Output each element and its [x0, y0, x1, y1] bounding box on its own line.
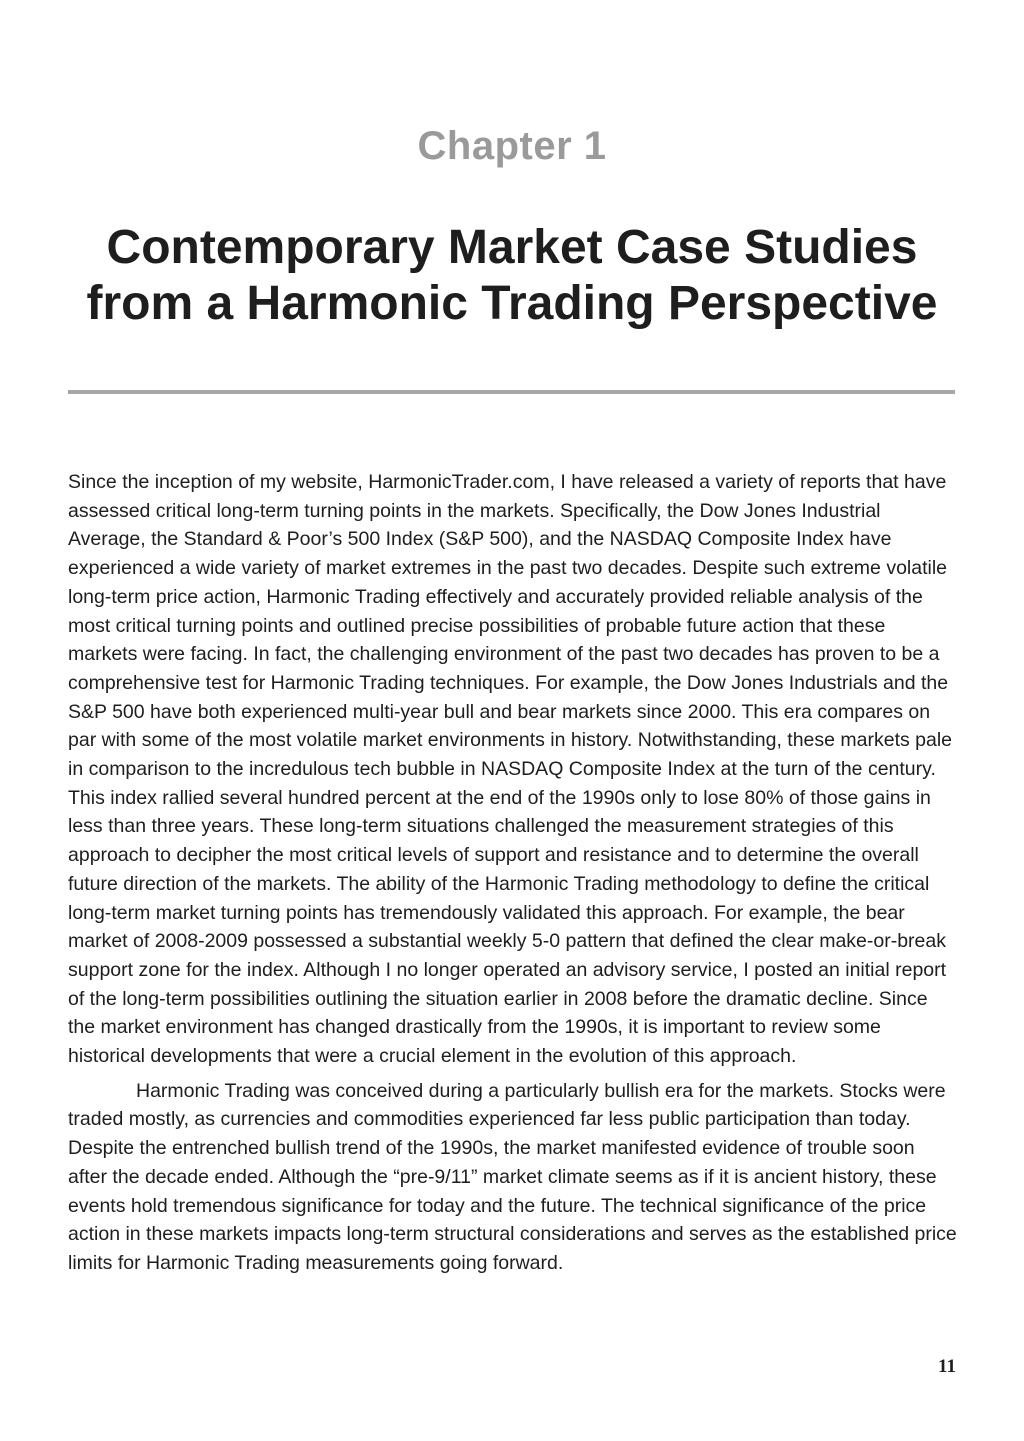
chapter-label: Chapter 1	[417, 124, 607, 168]
title-divider	[68, 390, 955, 394]
chapter-title: Contemporary Market Case Studies from a Harmonic Trading Perspective	[86, 221, 938, 330]
body-text	[68, 468, 958, 1278]
page-number: 11	[938, 1356, 956, 1377]
paragraph: Harmonic Trading was conceived during a particularly bullish era for the markets. Stocks were traded mostly, as currencies and commodities experienced far less public participation than today. Despite the entrenched bullish trend of the 1990s, the market manifested evidence of trouble soon after the decade ended. Although the “pre-9/11” market climate seems as if it is ancient history, these events hold tremendous significance for today and the future. The technical significance of the price action in these markets impacts long-term structural considerations and serves as the established price limits for Harmonic Trading measurements going forward.	[68, 1079, 957, 1274]
paragraph: Since the inception of my website, HarmonicTrader.com, I have released a variety of reports that have assessed critical long-term turning points in the markets. Specifically, the Dow Jones Industrial Average, the Standard & Poor’s 500 Index (S&P 500), and the NASDAQ Composite Index have experienced a wide variety of market extremes in the past two decades. Despite such extreme volatile long-term price action, Harmonic Trading effectively and accurately provided reliable analysis of the most critical turning points and outlined precise possibilities of probable future action that these markets were facing. In fact, the challenging environment of the past two decades has proven to be a comprehensive test for Harmonic Trading techniques. For example, the Dow Jones Industrials and the S&P 500 have both experienced multi-year bull and bear markets since 2000. This era compares on par with some of the most volatile market environments in history. Notwithstanding, these markets pale in comparison to the incredulous tech bubble in NASDAQ Composite Index at the turn of the century. This index rallied several hundred percent at the end of the 1990s only to lose 80% of those gains in less than three years. These long-term situations challenged the measurement strategies of this approach to decipher the most critical levels of support and resistance and to determine the overall future direction of the markets. The ability of the Harmonic Trading methodology to define the critical long-term market turning points has tremendously validated this approach. For example, the bear market of 2008-2009 possessed a substantial weekly 5-0 pattern that defined the clear make-or-break support zone for the index. Although I no longer operated an advisory service, I posted an initial report of the long-term possibilities outlining the situation earlier in 2008 before the dramatic decline. Since the market environment has changed drastically from the 1990s, it is important to review some historical developments that were a crucial element in the evolution of this approach.	[68, 471, 953, 1068]
